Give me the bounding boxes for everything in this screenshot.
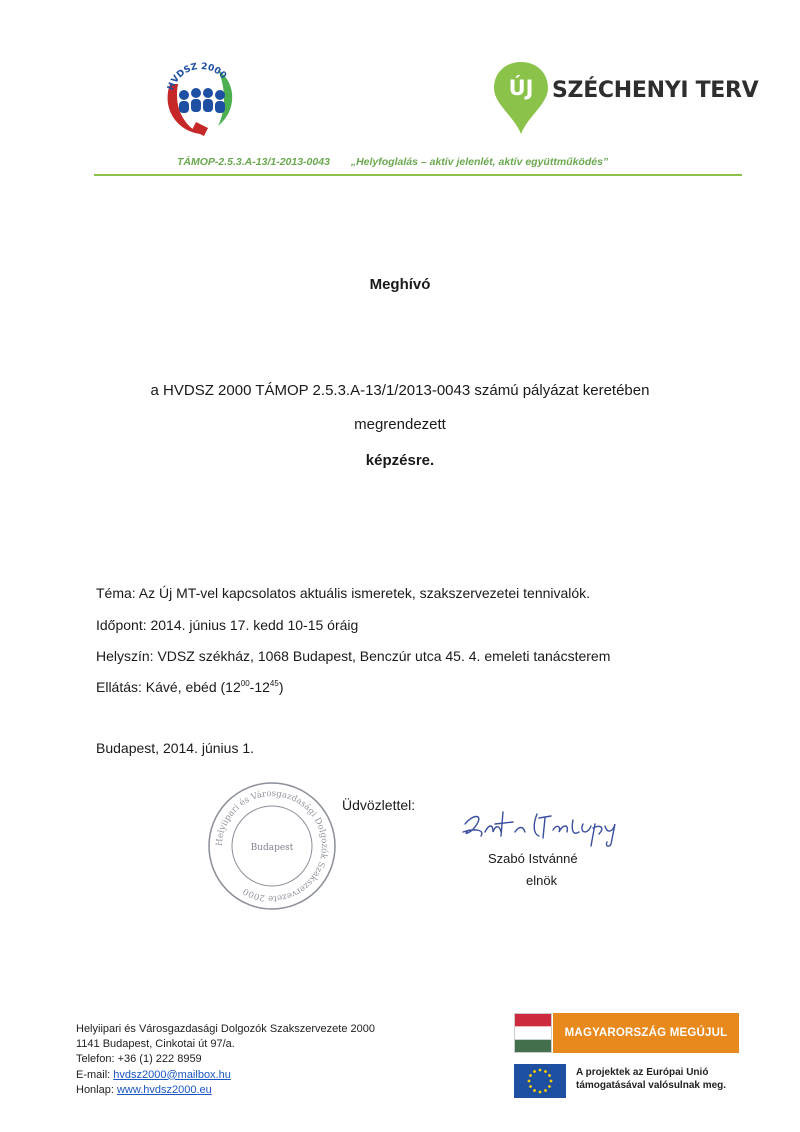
szechenyi-uj: ÚJ [508,76,534,100]
magyarorszag-megujul-banner: MAGYARORSZÁG MEGÚJUL [553,1013,739,1053]
intro-line-2: megrendezett [354,416,446,433]
signer-name: Szabó Istvánné [488,851,578,866]
intro-line-3: képzésre. [365,452,435,469]
date-line: Budapest, 2014. június 1. [96,740,255,756]
hungarian-flag-icon [514,1013,552,1053]
eu-support-line-1: A projektek az Európai Unió [576,1067,709,1078]
signer-title: elnök [526,873,558,888]
svg-text:HVDSZ 2000 [166,62,228,92]
footer-web-label: Honlap: [76,1083,117,1096]
official-stamp [206,780,338,912]
szechenyi-text: SZÉCHENYI TERV [552,78,759,103]
catering-sup-1: 00 [240,679,250,688]
header-divider [94,174,742,176]
footer-address: 1141 Budapest, Cinkotai út 97/a. [76,1038,235,1051]
footer-email-row [76,1068,375,1083]
stamp-center-text: Budapest [250,843,294,853]
catering-mid: -12 [249,679,270,695]
catering-sup-2: 45 [269,679,279,688]
stamp-ring-text: Helyiipari és Városgazdasági Dolgozók Szakszervezete 2000 [214,788,330,904]
header-project-line [94,156,742,168]
footer-email-link[interactable]: hvdsz2000@mailbox.hu [113,1068,231,1081]
time-line: Időpont: 2014. június 17. kedd 10-15 óráig [96,617,359,633]
eu-support-text [576,1066,726,1092]
project-slogan: „Helyfoglalás – aktív jelenlét, aktív együttműködés” [350,156,609,168]
intro-line-1: a HVDSZ 2000 TÁMOP 2.5.3.A-13/1/2013-0043 számú pályázat keretében [150,382,650,399]
hvdsz-logo-text: HVDSZ 2000 [166,61,228,92]
catering-prefix: Ellátás: Kávé, ebéd (12 [96,679,241,695]
footer-web-row [76,1083,375,1098]
topic-line: Téma: Az Új MT-vel kapcsolatos aktuális ismeretek, szakszervezetei tennivalók. [96,585,591,601]
footer-phone: Telefon: +36 (1) 222 8959 [76,1053,202,1066]
place-line: Helyszín: VDSZ székház, 1068 Budapest, Benczúr utca 45. 4. emeleti tanácsterem [96,648,611,664]
szechenyi-terv-logo [492,60,759,140]
eu-flag-icon [514,1064,566,1098]
project-code: TÁMOP-2.5.3.A-13/1-2013-0043 [177,156,330,168]
handwritten-signature [455,802,633,850]
footer-email-label: E-mail: [76,1068,114,1081]
footer-web-link[interactable]: www.hvdsz2000.eu [116,1083,212,1096]
document-title: Meghívó [369,276,431,293]
catering-suffix: ) [278,679,284,695]
footer-address-block [76,1022,375,1098]
footer-org-name: Helyiipari és Városgazdasági Dolgozók Szakszervezete 2000 [76,1023,375,1035]
eu-support-line-2: támogatásával valósulnak meg. [576,1080,727,1091]
hvdsz-logo [160,50,242,140]
greeting: Üdvözlettel: [342,797,416,813]
catering-line [96,679,283,695]
